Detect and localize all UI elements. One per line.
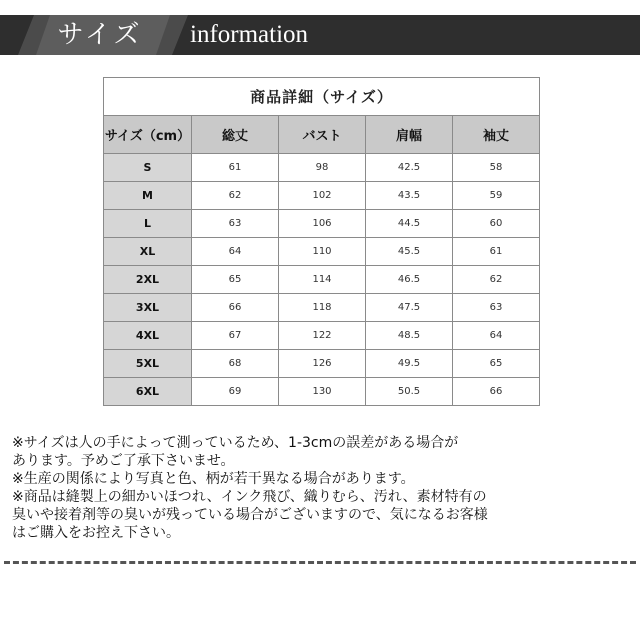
length-cell: 69: [192, 378, 279, 406]
size-table: [103, 77, 540, 406]
size-label: 2XL: [104, 266, 192, 294]
shoulder-cell: 43.5: [366, 182, 453, 210]
shoulder-cell: 49.5: [366, 350, 453, 378]
sleeve-cell: 60: [453, 210, 540, 238]
note-line: ※商品は縫製上の細かいほつれ、インク飛び、織りむら、汚れ、素材特有の: [12, 489, 487, 505]
header-tab-label: サイズ: [57, 20, 143, 50]
table-row: [104, 294, 540, 322]
length-cell: 68: [192, 350, 279, 378]
table-row: [104, 238, 540, 266]
column-header-size: サイズ（cm）: [104, 116, 192, 154]
table-row: [104, 210, 540, 238]
note-line: ※生産の関係により写真と色、柄が若干異なる場合があります。: [12, 471, 415, 487]
column-header-row: [104, 116, 540, 154]
size-label: L: [104, 210, 192, 238]
length-cell: 63: [192, 210, 279, 238]
table-row: [104, 266, 540, 294]
length-cell: 61: [192, 154, 279, 182]
size-label: 6XL: [104, 378, 192, 406]
dashed-divider: [4, 561, 636, 564]
length-cell: 66: [192, 294, 279, 322]
bust-cell: 106: [279, 210, 366, 238]
sleeve-cell: 61: [453, 238, 540, 266]
sleeve-cell: 65: [453, 350, 540, 378]
length-cell: 62: [192, 182, 279, 210]
sleeve-cell: 62: [453, 266, 540, 294]
table-row: [104, 182, 540, 210]
column-header-sleeve: 袖丈: [453, 116, 540, 154]
shoulder-cell: 44.5: [366, 210, 453, 238]
note-line: ※サイズは人の手によって測っているため、1-3cmの誤差がある場合が: [12, 435, 459, 451]
sleeve-cell: 63: [453, 294, 540, 322]
note-line: あります。予めご了承下さいませ。: [12, 453, 235, 469]
table-row: [104, 350, 540, 378]
note-line: 臭いや接着剤等の臭いが残っている場合がございますので、気になるお客様: [12, 507, 488, 523]
sleeve-cell: 66: [453, 378, 540, 406]
note-line: はご購入をお控え下さい。: [12, 525, 180, 541]
bust-cell: 130: [279, 378, 366, 406]
bust-cell: 102: [279, 182, 366, 210]
notes-block: [12, 434, 632, 542]
shoulder-cell: 42.5: [366, 154, 453, 182]
table-row: [104, 378, 540, 406]
column-header-length: 総丈: [192, 116, 279, 154]
bust-cell: 126: [279, 350, 366, 378]
size-label: 5XL: [104, 350, 192, 378]
length-cell: 65: [192, 266, 279, 294]
header-info-label: information: [190, 21, 309, 48]
size-label: S: [104, 154, 192, 182]
size-label: 4XL: [104, 322, 192, 350]
bust-cell: 114: [279, 266, 366, 294]
table-row: [104, 322, 540, 350]
length-cell: 64: [192, 238, 279, 266]
sleeve-cell: 64: [453, 322, 540, 350]
size-label: XL: [104, 238, 192, 266]
shoulder-cell: 46.5: [366, 266, 453, 294]
column-header-shoulder: 肩幅: [366, 116, 453, 154]
size-label: 3XL: [104, 294, 192, 322]
bust-cell: 110: [279, 238, 366, 266]
sleeve-cell: 59: [453, 182, 540, 210]
bust-cell: 118: [279, 294, 366, 322]
length-cell: 67: [192, 322, 279, 350]
table-row: [104, 154, 540, 182]
shoulder-cell: 48.5: [366, 322, 453, 350]
table-title: 商品詳細（サイズ）: [104, 78, 540, 116]
shoulder-cell: 47.5: [366, 294, 453, 322]
sleeve-cell: 58: [453, 154, 540, 182]
size-label: M: [104, 182, 192, 210]
column-header-bust: バスト: [279, 116, 366, 154]
shoulder-cell: 50.5: [366, 378, 453, 406]
bust-cell: 98: [279, 154, 366, 182]
shoulder-cell: 45.5: [366, 238, 453, 266]
bust-cell: 122: [279, 322, 366, 350]
